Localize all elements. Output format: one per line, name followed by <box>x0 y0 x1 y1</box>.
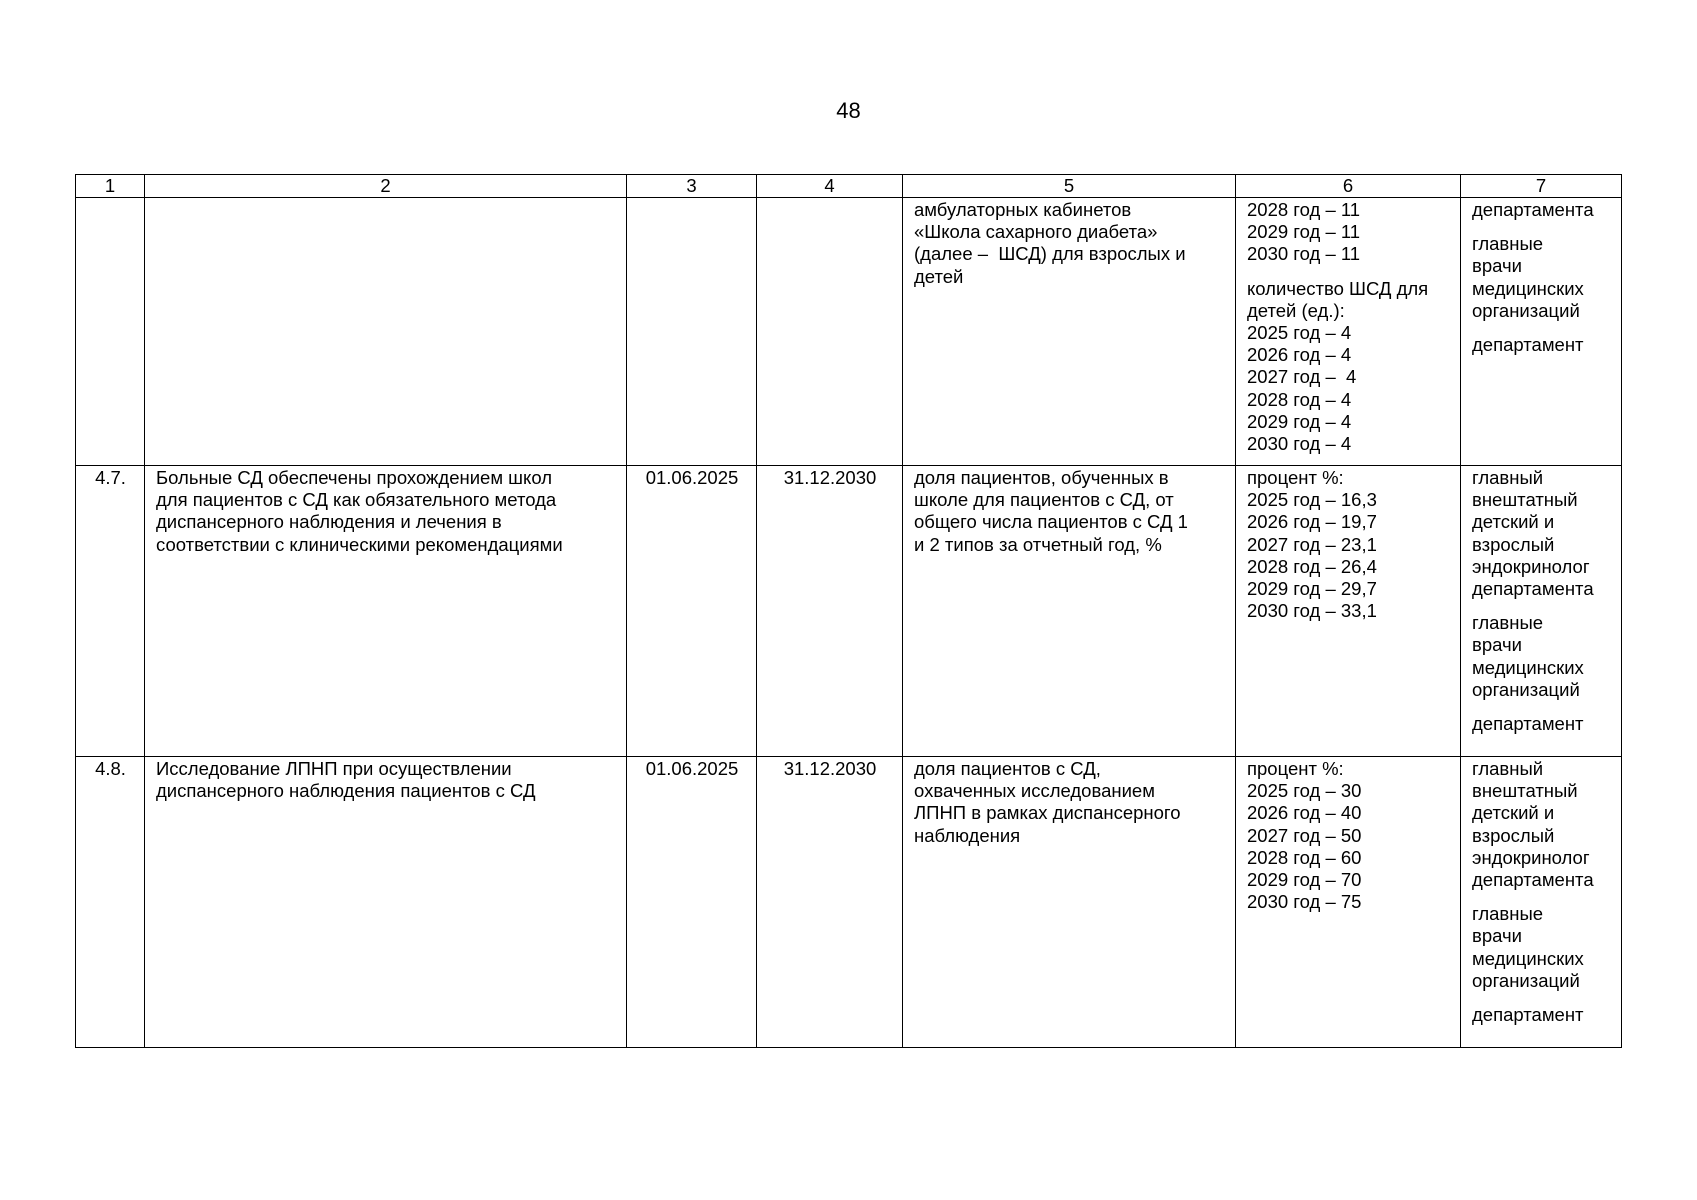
value-line: 2025 год – 30 <box>1247 780 1362 802</box>
responsible-line: взрослый <box>1472 533 1555 555</box>
column-header: 4 <box>757 175 903 198</box>
values-cell <box>1236 757 1461 1048</box>
value-line: 2029 год – 4 <box>1247 410 1352 432</box>
value-line: количество ШСД для <box>1247 277 1429 299</box>
responsible-cell <box>1461 466 1622 757</box>
value-line: 2030 год – 11 <box>1247 243 1361 265</box>
responsible-line: внештатный <box>1472 489 1578 511</box>
value-line: 2030 год – 33,1 <box>1247 600 1377 622</box>
event-cell <box>145 198 627 466</box>
value-line: 2027 год – 23,1 <box>1247 533 1377 555</box>
values-cell <box>1236 466 1461 757</box>
line-gap <box>1472 891 1611 903</box>
value-line: 2028 год – 11 <box>1247 199 1361 220</box>
table-row <box>76 757 1622 1048</box>
value-line: 2028 год – 60 <box>1247 846 1362 868</box>
responsible-line: главные <box>1472 903 1544 925</box>
value-line: процент %: <box>1247 758 1344 779</box>
responsible-line: департамента <box>1472 578 1594 600</box>
responsible-line: департамента <box>1472 869 1594 891</box>
column-header: 5 <box>903 175 1236 198</box>
indicator-cell <box>903 757 1236 1048</box>
event-line: для пациентов с СД как обязательного метода <box>156 489 557 511</box>
event-cell <box>145 466 627 757</box>
column-header: 7 <box>1461 175 1622 198</box>
column-header: 6 <box>1236 175 1461 198</box>
value-line: 2028 год – 26,4 <box>1247 555 1377 577</box>
indicator-cell <box>903 466 1236 757</box>
value-line: 2026 год – 40 <box>1247 802 1362 824</box>
responsible-line: департамент <box>1472 334 1584 356</box>
responsible-line: врачи <box>1472 634 1522 656</box>
end-date-cell: 31.12.2030 <box>757 466 903 757</box>
responsible-line: главный <box>1472 467 1544 488</box>
value-line: 2027 год – 4 <box>1247 366 1357 388</box>
table-row <box>76 466 1622 757</box>
indicator-line: «Школа сахарного диабета» <box>914 221 1158 243</box>
indicator-line: наблюдения <box>914 824 1021 846</box>
responsible-line: взрослый <box>1472 824 1555 846</box>
responsible-line: внештатный <box>1472 780 1578 802</box>
start-date-cell: 01.06.2025 <box>627 757 757 1048</box>
event-line: соответствии с клиническими рекомендациями <box>156 533 563 555</box>
line-gap <box>1472 701 1611 713</box>
table-row <box>76 198 1622 466</box>
responsible-line: департамент <box>1472 1004 1584 1026</box>
row-number-cell: 4.8. <box>76 757 145 1048</box>
row-number-cell <box>76 198 145 466</box>
responsible-line: департамент <box>1472 713 1584 735</box>
start-date-cell: 01.06.2025 <box>627 466 757 757</box>
measures-table <box>75 174 1622 1048</box>
responsible-line: организаций <box>1472 678 1580 700</box>
values-cell <box>1236 198 1461 466</box>
end-date-cell: 31.12.2030 <box>757 757 903 1048</box>
responsible-line: детский и <box>1472 511 1555 533</box>
column-header: 2 <box>145 175 627 198</box>
responsible-line: главные <box>1472 233 1544 255</box>
column-header: 3 <box>627 175 757 198</box>
value-line: 2030 год – 75 <box>1247 891 1362 913</box>
value-line: 2025 год – 16,3 <box>1247 489 1377 511</box>
line-gap <box>1247 266 1450 278</box>
indicator-line: (далее – ШСД) для взрослых и <box>914 243 1186 265</box>
value-line: 2025 год – 4 <box>1247 322 1352 344</box>
page-number: 48 <box>836 98 861 123</box>
column-number-row <box>76 175 1622 198</box>
value-line: 2026 год – 19,7 <box>1247 511 1377 533</box>
responsible-line: организаций <box>1472 299 1580 321</box>
responsible-line: главные <box>1472 612 1544 634</box>
indicator-line: и 2 типов за отчетный год, % <box>914 533 1162 555</box>
value-line: процент %: <box>1247 467 1344 488</box>
responsible-line: медицинских <box>1472 656 1584 678</box>
value-line: 2029 год – 29,7 <box>1247 578 1377 600</box>
value-line: 2026 год – 4 <box>1247 344 1352 366</box>
value-line: детей (ед.): <box>1247 299 1345 321</box>
start-date-cell <box>627 198 757 466</box>
responsible-line: эндокринолог <box>1472 846 1590 868</box>
value-line: 2029 год – 70 <box>1247 869 1362 891</box>
responsible-line: детский и <box>1472 802 1555 824</box>
indicator-line: ЛПНП в рамках диспансерного <box>914 802 1181 824</box>
responsible-line: эндокринолог <box>1472 555 1590 577</box>
indicator-line: охваченных исследованием <box>914 780 1155 802</box>
indicator-line: доля пациентов, обученных в <box>914 467 1169 488</box>
indicator-line: школе для пациентов с СД, от <box>914 489 1174 511</box>
responsible-line: врачи <box>1472 925 1522 947</box>
event-line: диспансерного наблюдения пациентов с СД <box>156 780 536 802</box>
responsible-line: врачи <box>1472 255 1522 277</box>
line-gap <box>1472 600 1611 612</box>
row-number-cell: 4.7. <box>76 466 145 757</box>
responsible-line: департамента <box>1472 199 1594 220</box>
end-date-cell <box>757 198 903 466</box>
value-line: 2028 год – 4 <box>1247 388 1352 410</box>
responsible-cell <box>1461 757 1622 1048</box>
responsible-line: главный <box>1472 758 1544 779</box>
responsible-line: медицинских <box>1472 947 1584 969</box>
column-header: 1 <box>76 175 145 198</box>
event-cell <box>145 757 627 1048</box>
event-line: диспансерного наблюдения и лечения в <box>156 511 502 533</box>
indicator-line: общего числа пациентов с СД 1 <box>914 511 1188 533</box>
line-gap <box>1472 992 1611 1004</box>
indicator-line: детей <box>914 265 964 287</box>
event-line: Исследование ЛПНП при осуществлении <box>156 758 512 779</box>
responsible-line: медицинских <box>1472 277 1584 299</box>
line-gap <box>1472 322 1611 334</box>
indicator-line: амбулаторных кабинетов <box>914 199 1132 220</box>
value-line: 2029 год – 11 <box>1247 221 1361 243</box>
line-gap <box>1472 221 1611 233</box>
responsible-cell <box>1461 198 1622 466</box>
indicator-line: доля пациентов с СД, <box>914 758 1101 779</box>
indicator-cell <box>903 198 1236 466</box>
responsible-line: организаций <box>1472 969 1580 991</box>
value-line: 2030 год – 4 <box>1247 433 1352 455</box>
value-line: 2027 год – 50 <box>1247 824 1362 846</box>
event-line: Больные СД обеспечены прохождением школ <box>156 467 552 488</box>
